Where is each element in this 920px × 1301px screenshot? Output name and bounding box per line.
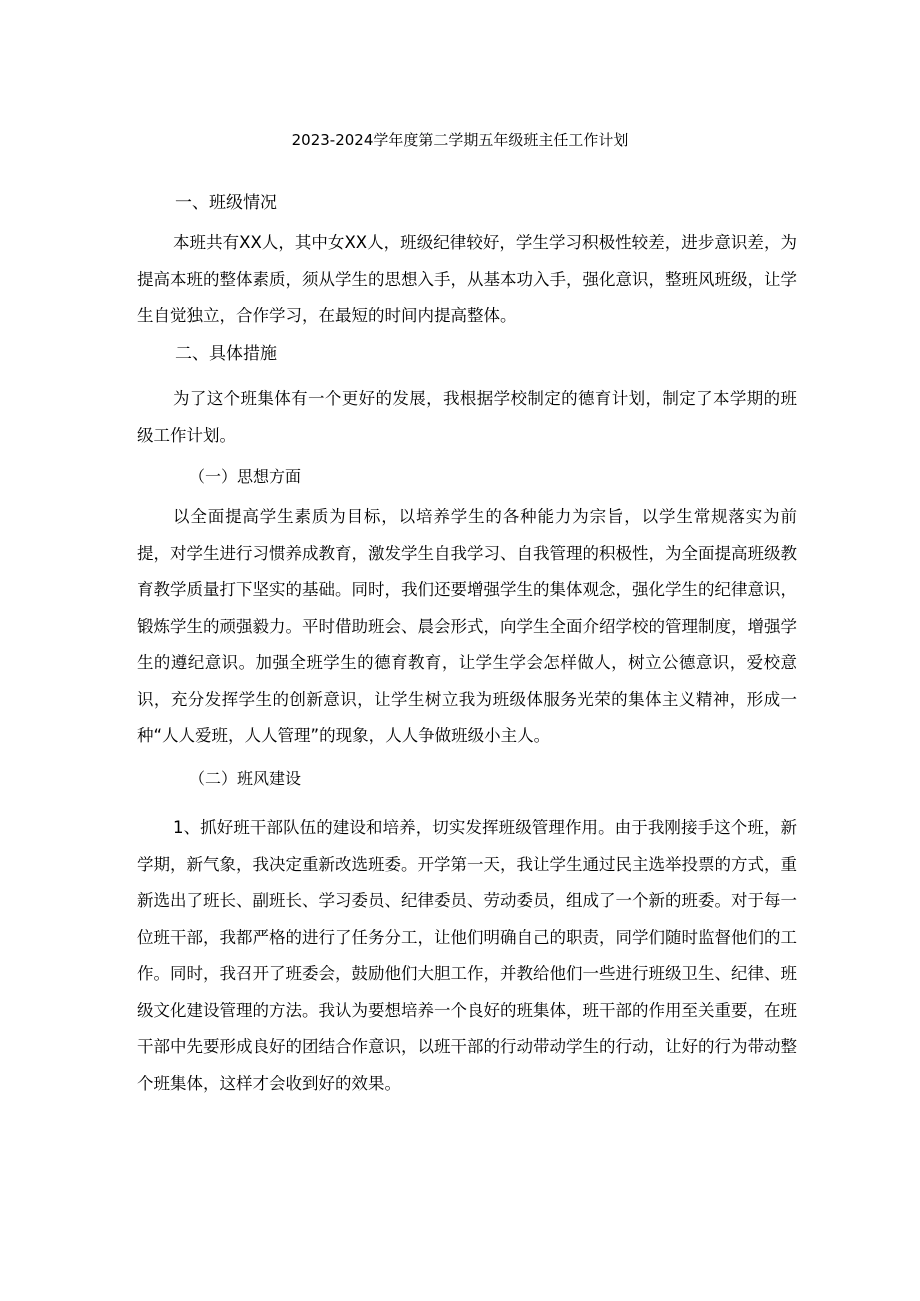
document-title: 2023-2024学年度第二学期五年级班主任工作计划 [291, 131, 629, 149]
subsection-heading-class-style: （二）班风建设 [189, 769, 302, 788]
section-heading-measures: 二、具体措施 [175, 344, 277, 364]
section-heading-class-situation: 一、班级情况 [175, 193, 277, 213]
paragraph-measures-intro: 为了这个班集体有一个更好的发展，我根据学校制定的德育计划，制定了本学期的班级工作计划。 [137, 389, 797, 445]
paragraph-class-situation: 本班共有XX人，其中女XX人，班级纪律较好，学生学习积极性较差，进步意识差，为提高本班的整体素质，须从学生的思想入手，从基本功入手，强化意识，整班风班级，让学生自觉独立，合作学习，在最短的时间内提高整体。 [137, 233, 797, 325]
subsection-heading-thinking: （一）思想方面 [189, 467, 302, 486]
paragraph-class-style: 1、抓好班干部队伍的建设和培养，切实发挥班级管理作用。由于我刚接手这个班，新学期，新气象，我决定重新改选班委。开学第一天，我让学生通过民主选举投票的方式，重新选出了班长、副班长、学习委员、纪律委员、劳动委员，组成了一个新的班委。对于每一位班干部，我都严格的进行了任务分工，让他们明确自己的职责，同学们随时监督他们的工作。同时，我召开了班委会，鼓励他们大胆工作，并教给他们一些进行班级卫生、纪律、班级文化建设管理的方法。我认为要想培养一个良好的班集体，班干部的作用至关重要，在班干部中先要形成良好的团结合作意识，以班干部的行动带动学生的行动，让好的行为带动整个班集体，这样才会收到好的效果。 [137, 818, 797, 1093]
paragraph-thinking: 以全面提高学生素质为目标，以培养学生的各种能力为宗旨，以学生常规落实为前提，对学生进行习惯养成教育，激发学生自我学习、自我管理的积极性，为全面提高班级教育教学质量打下坚实的基础。同时，我们还要增强学生的集体观念，强化学生的纪律意识，锻炼学生的顽强毅力。平时借助班会、晨会形式，向学生全面介绍学校的管理制度，增强学生的遵纪意识。加强全班学生的德育教育，让学生学会怎样做人，树立公德意识，爱校意识，充分发挥学生的创新意识，让学生树立我为班级体服务光荣的集体主义精神，形成一种“人人爱班，人人管理”的现象，人人争做班级小主人。 [137, 507, 797, 745]
